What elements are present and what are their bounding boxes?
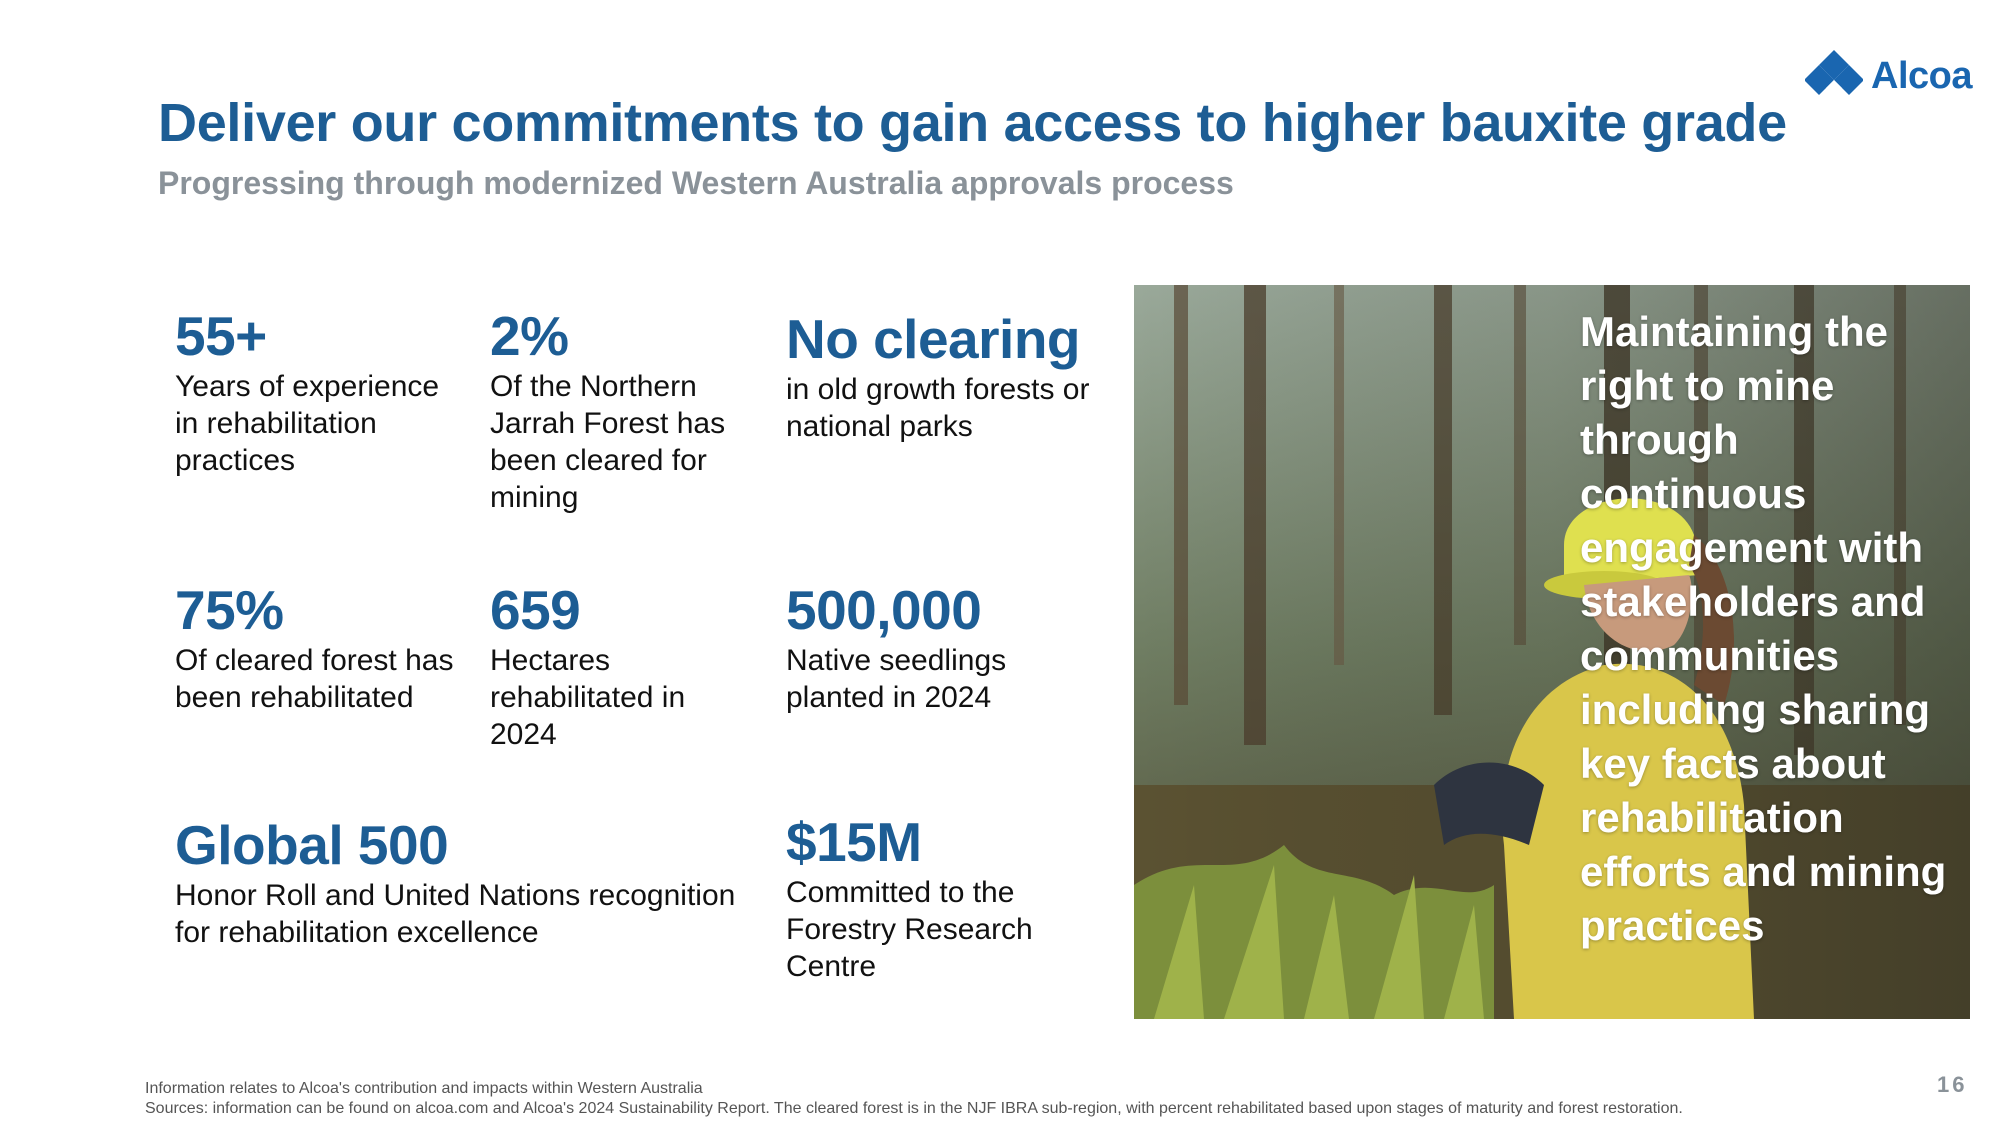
alcoa-diamond-icon: [1805, 50, 1863, 102]
stat-value: No clearing: [786, 308, 1081, 370]
stat-cleared-percent: [490, 306, 750, 516]
stat-description: Hectares rehabilitated in 2024: [490, 644, 686, 751]
page-title: Deliver our commitments to gain access to higher bauxite grade: [158, 93, 1787, 153]
stat-seedlings: [786, 580, 1086, 716]
stat-description: Committed to the Forestry Research Centre: [786, 876, 1033, 983]
stat-description: Of the Northern Jarrah Forest has been cleared for mining: [490, 370, 726, 514]
alcoa-logo: [1805, 50, 1972, 102]
stat-rehabilitated-percent: [175, 580, 455, 716]
worker-photo: [1134, 285, 1970, 1019]
stat-global-500: [175, 815, 755, 951]
stat-experience: [175, 306, 455, 479]
stat-description: Years of experience in rehabilitation practices: [175, 370, 440, 477]
stat-hectares: [490, 580, 730, 753]
stat-research-funding: [786, 812, 1086, 985]
stat-description: Honor Roll and United Nations recognition for rehabilitation excellence: [175, 879, 736, 949]
stat-value: 2%: [490, 305, 569, 367]
stat-description: Of cleared forest has been rehabilitated: [175, 644, 454, 714]
footnote-sources: Sources: information can be found on alcoa.com and Alcoa's 2024 Sustainability Report. The cleared forest is in the NJF IBRA sub-region, with percent rehabilitated based upon stages of maturity and forest restoration.: [145, 1100, 1683, 1117]
stat-value: 659: [490, 579, 581, 641]
stat-value: 55+: [175, 305, 267, 367]
stat-value: 500,000: [786, 579, 982, 641]
alcoa-logo-text: Alcoa: [1871, 54, 1972, 97]
page-subtitle: Progressing through modernized Western Australia approvals process: [158, 165, 1234, 201]
photo-overlay-text: Maintaining the right to mine through continuous engagement with stakeholders and communities including sharing key facts about rehabilitation efforts and mining practices: [1580, 308, 1947, 949]
stat-no-clearing: [786, 309, 1106, 445]
footnote-info: Information relates to Alcoa's contribution and impacts within Western Australia: [145, 1080, 703, 1097]
stat-description: in old growth forests or national parks: [786, 373, 1090, 443]
stat-description: Native seedlings planted in 2024: [786, 644, 1007, 714]
stat-value: Global 500: [175, 814, 449, 876]
page-number: 16: [1937, 1072, 1968, 1097]
stat-value: 75%: [175, 579, 284, 641]
stat-value: $15M: [786, 811, 922, 873]
